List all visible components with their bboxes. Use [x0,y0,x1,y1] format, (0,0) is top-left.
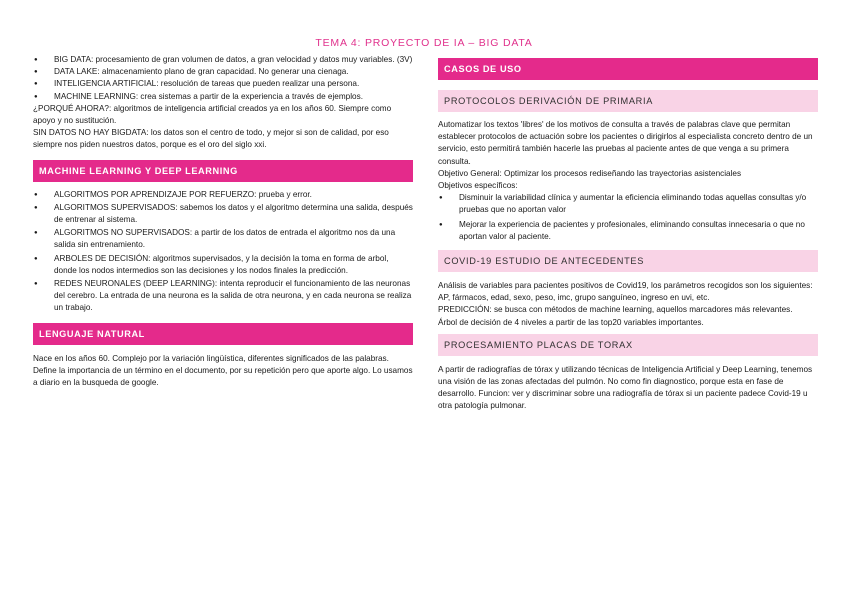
page-title: TEMA 4: PROYECTO DE IA – BIG DATA [315,37,533,49]
list-item: ● ALGORITMOS SUPERVISADOS: sabemos los datos y el algoritmo determina una salida, después de entrenar al sistema. [33,202,413,226]
right-column [438,54,818,413]
list-item: ● DATA LAKE: almacenamiento plano de gran capacidad. No generar una cienaga. [33,66,413,78]
section-header-machine-learning: MACHINE LEARNING Y DEEP LEARNING [33,160,413,182]
list-item: ● ARBOLES DE DECISIÓN: algoritmos supervisados, y la decisión la toma en forma de arbol, donde los nodos intermedios son las decisiones y los nodos finales la predicción. [33,253,413,277]
subsection-header-placas: PROCESAMIENTO PLACAS DE TORAX [438,334,818,356]
objetivo-general-text: Objetivo General: Optimizar los procesos rediseñando las trayectorias asistenciales [438,168,742,178]
list-item: ● MACHINE LEARNING: crea sistemas a partir de la experiencia a través de ejemplos. [33,91,413,103]
list-item: ● BIG DATA: procesamiento de gran volumen de datos, a gran velocidad y datos muy variables. (3V) [33,54,413,66]
placas-text: A partir de radiografías de tórax y utilizando técnicas de Inteligencia Artificial y Deep Learning, tenemos una visión de las zonas afectadas del pulmón. No como fin diagnostico, porque esta en fase de desarrollo. Funcion: ver y discriminar sobre una radiografía de tórax si un paciente padece Covid-19 u otra patología pulmonar. [438,364,813,411]
left-column [33,54,413,389]
porque-ahora-text: ¿PORQUÉ AHORA?: algoritmos de inteligencia artificial creados ya en los años 60. Siempre como apoyo y no sustitución. [33,103,392,126]
list-item: ● ALGORITMOS POR APRENDIZAJE POR REFUERZO: prueba y error. [33,189,413,201]
sin-datos-text: SIN DATOS NO HAY BIGDATA: los datos son el centro de todo, y mejor si son de calidad, por eso siempre nos piden nuestros datos, porque es el oro del siglo xxi. [33,128,389,150]
section-header-casos-de-uso: CASOS DE USO [438,58,818,80]
intro-list [33,54,413,103]
subsection-header-covid: COVID-19 ESTUDIO DE ANTECEDENTES [438,250,818,272]
prediccion-text: PREDICCIÓN: se busca con métodos de machine learning, aquellos marcadores más relevantes. [438,305,793,315]
covid-text: Análisis de variables para pacientes positivos de Covid19, los parámetros recogidos son los siguientes: AP, fármacos, edad, sexo, peso, imc, grupo sanguíneo, ingreso en uvi, etc. [438,281,813,303]
objetivos-especificos-label: Objetivos específicos: [438,181,518,191]
objetivos-list [438,192,818,243]
arbol-text: Árbol de decisión de 4 niveles a partir de las top20 variables importantes. [438,317,704,327]
section-header-lenguaje-natural: LENGUAJE NATURAL [33,323,413,345]
list-item: ● Mejorar la experiencia de pacientes y profesionales, eliminando consultas innecesaria o que no aportan valor al paciente. [438,219,818,243]
list-item: ● ALGORITMOS NO SUPERVISADOS: a partir de los datos de entrada el algoritmo nos da una salida sin entrenamiento. [33,227,413,251]
protocolos-text: Automatizar los textos 'libres' de los motivos de consulta a través de palabras clave que permitan establecer protocolos de actuación sobre los pacientes o dirigirlos al especialista concreto dentro de un servicio, esto permitirá también hacerle las pruebas al paciente antes de que venga a su primera consulta. [438,120,813,166]
lenguaje-natural-text: Nace en los años 60. Complejo por la variación lingüística, diferentes significados de las palabras. Define la importancia de un término en el documento, por su repetición pero que aporte algo. Lo usamos a diario en la busqueda de google. [33,353,413,388]
list-item: ● INTELIGENCIA ARTIFICIAL: resolución de tareas que pueden realizar una persona. [33,78,413,90]
list-item: ● REDES NEURONALES (DEEP LEARNING): intenta reproducir el funcionamiento de las neuronas del cerebro. La entrada de una neurona es la salida de otra neurona, y en cada neurona se realiza un trabajo. [33,278,413,315]
subsection-header-protocolos: PROTOCOLOS DERIVACIÓN DE PRIMARIA [438,90,818,112]
ml-list [33,189,413,315]
list-item: ● Disminuir la variabilidad clínica y aumentar la eficiencia eliminando todas aquellas consultas y/o pruebas que no aportan valor [438,192,818,216]
